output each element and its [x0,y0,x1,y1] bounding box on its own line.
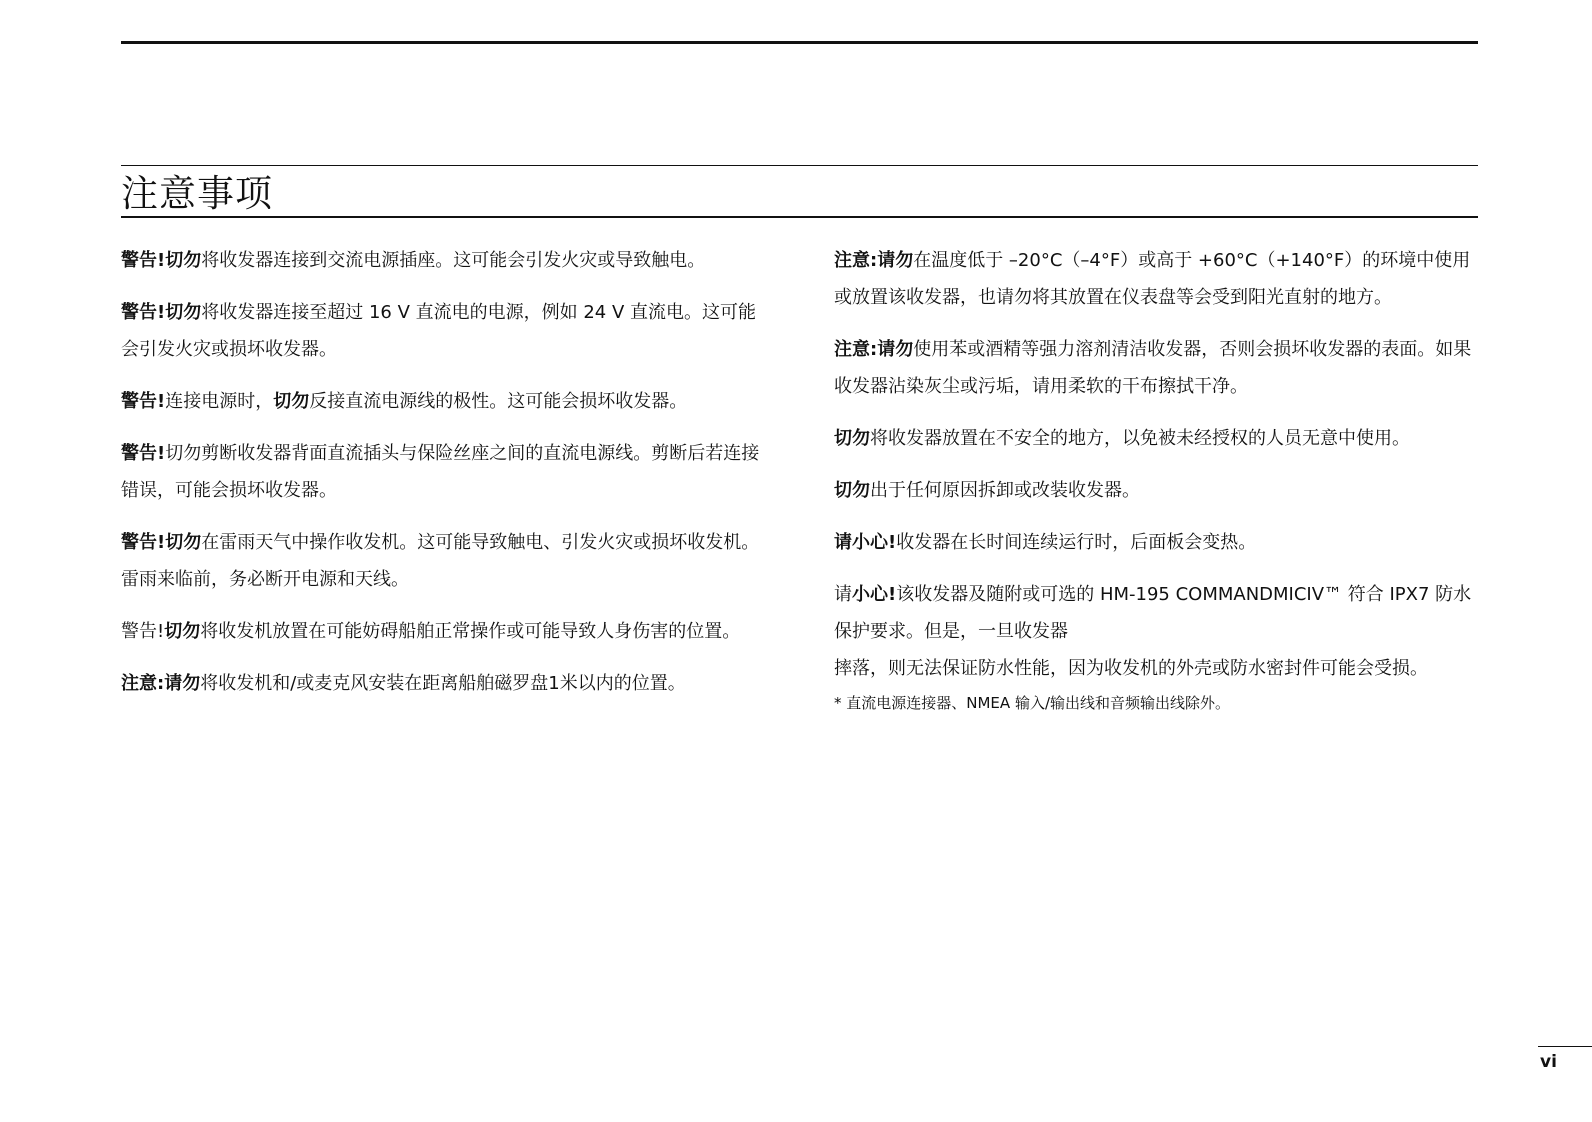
caution-paragraph [834,576,1484,650]
caution-paragraph [121,613,771,650]
caution-paragraph [834,242,1484,316]
body-text: 反接直流电源线的极性。这可能会损坏收发器。 [309,391,688,412]
emphasis-text: 请勿 [877,250,914,271]
body-text: 将收发器放置在不安全的地方，以免被未经授权的人员无意中使用。 [870,428,1410,449]
body-text: 连接电源时， [165,391,274,412]
caution-paragraph [121,383,771,420]
emphasis-text: 切勿 [273,391,310,412]
footnote: * 直流电源连接器、NMEA 输入/输出线和音频输出线除外。 [834,694,1230,712]
body-text: 在温度低于 –20°C（–4°F）或高于 +60°C（+140°F）的环境中使用或放置该收发器，也请勿将其放置在仪表盘等会受到阳光直射的地方。 [834,250,1471,308]
left-column [121,242,771,717]
page-number: vi [1540,1052,1557,1072]
body-text: 该收发器及随附或可选的 HM-195 COMMANDMICIV™ 符合 IPX7 防水保护要求。但是，一旦收发器 [834,584,1472,642]
emphasis-text: 注意: [121,673,165,694]
body-text: 将收发器连接至超过 16 V 直流电的电源，例如 24 V 直流电。这可能会引发火灾或损坏收发器。 [121,302,756,360]
emphasis-text: 警告! [121,250,166,271]
emphasis-text: 切勿 [165,250,202,271]
emphasis-text: 小心! [852,584,897,605]
caution-paragraph [121,294,771,368]
body-text: 将收发机放置在可能妨碍船舶正常操作或可能导致人身伤害的位置。 [200,621,741,642]
body-text: 摔落，则无法保证防水性能，因为收发机的外壳或防水密封件可能会受损。 [834,658,1428,679]
emphasis-text: 注意: [834,339,878,360]
caution-paragraph [121,242,771,279]
emphasis-text: 切勿 [834,480,870,501]
caution-paragraph [121,435,771,509]
title-rule-bottom [121,216,1478,218]
body-text: 使用苯或酒精等强力溶剂清洁收发器，否则会损坏收发器的表面。如果收发器沾染灰尘或污垢，请用柔软的干布擦拭干净。 [834,339,1472,397]
title-rule-top [121,165,1478,166]
page-title: 注意事项 [121,172,273,215]
caution-paragraph [121,524,771,598]
caution-paragraph [834,472,1484,509]
page-number-rule [1538,1046,1592,1047]
caution-paragraph [834,650,1484,687]
emphasis-text: 警告! [121,391,166,412]
emphasis-text: 切勿 [165,532,202,553]
body-text: 将收发器连接到交流电源插座。这可能会引发火灾或导致触电。 [201,250,706,271]
body-text: 警告! [121,621,165,642]
emphasis-text: 切勿 [164,621,201,642]
emphasis-text: 请小心! [834,532,897,553]
emphasis-text: 请勿 [877,339,914,360]
emphasis-text: 切勿 [165,302,202,323]
caution-paragraph [834,331,1484,405]
emphasis-text: 警告! [121,302,166,323]
emphasis-text: 请勿 [164,673,201,694]
emphasis-text: 警告! [121,443,166,464]
body-text: 出于任何原因拆卸或改装收发器。 [870,480,1140,501]
body-text: 请 [834,584,852,605]
emphasis-text: 注意: [834,250,878,271]
right-column [834,242,1484,715]
body-text: 收发器在长时间连续运行时，后面板会变热。 [896,532,1257,553]
body-text: 切勿剪断收发器背面直流插头与保险丝座之间的直流电源线。剪断后若连接错误，可能会损坏收发器。 [121,443,760,501]
caution-paragraph [834,420,1484,457]
caution-paragraph [834,524,1484,561]
right-paragraphs [834,242,1484,687]
caution-paragraph [121,665,771,702]
body-text: 在雷雨天气中操作收发机。这可能导致触电、引发火灾或损坏收发机。雷雨来临前，务必断开电源和天线。 [121,532,760,590]
emphasis-text: 切勿 [834,428,870,449]
header-rule [121,41,1478,44]
emphasis-text: 警告! [121,532,166,553]
body-text: 将收发机和/或麦克风安装在距离船舶磁罗盘1米以内的位置。 [200,673,686,694]
